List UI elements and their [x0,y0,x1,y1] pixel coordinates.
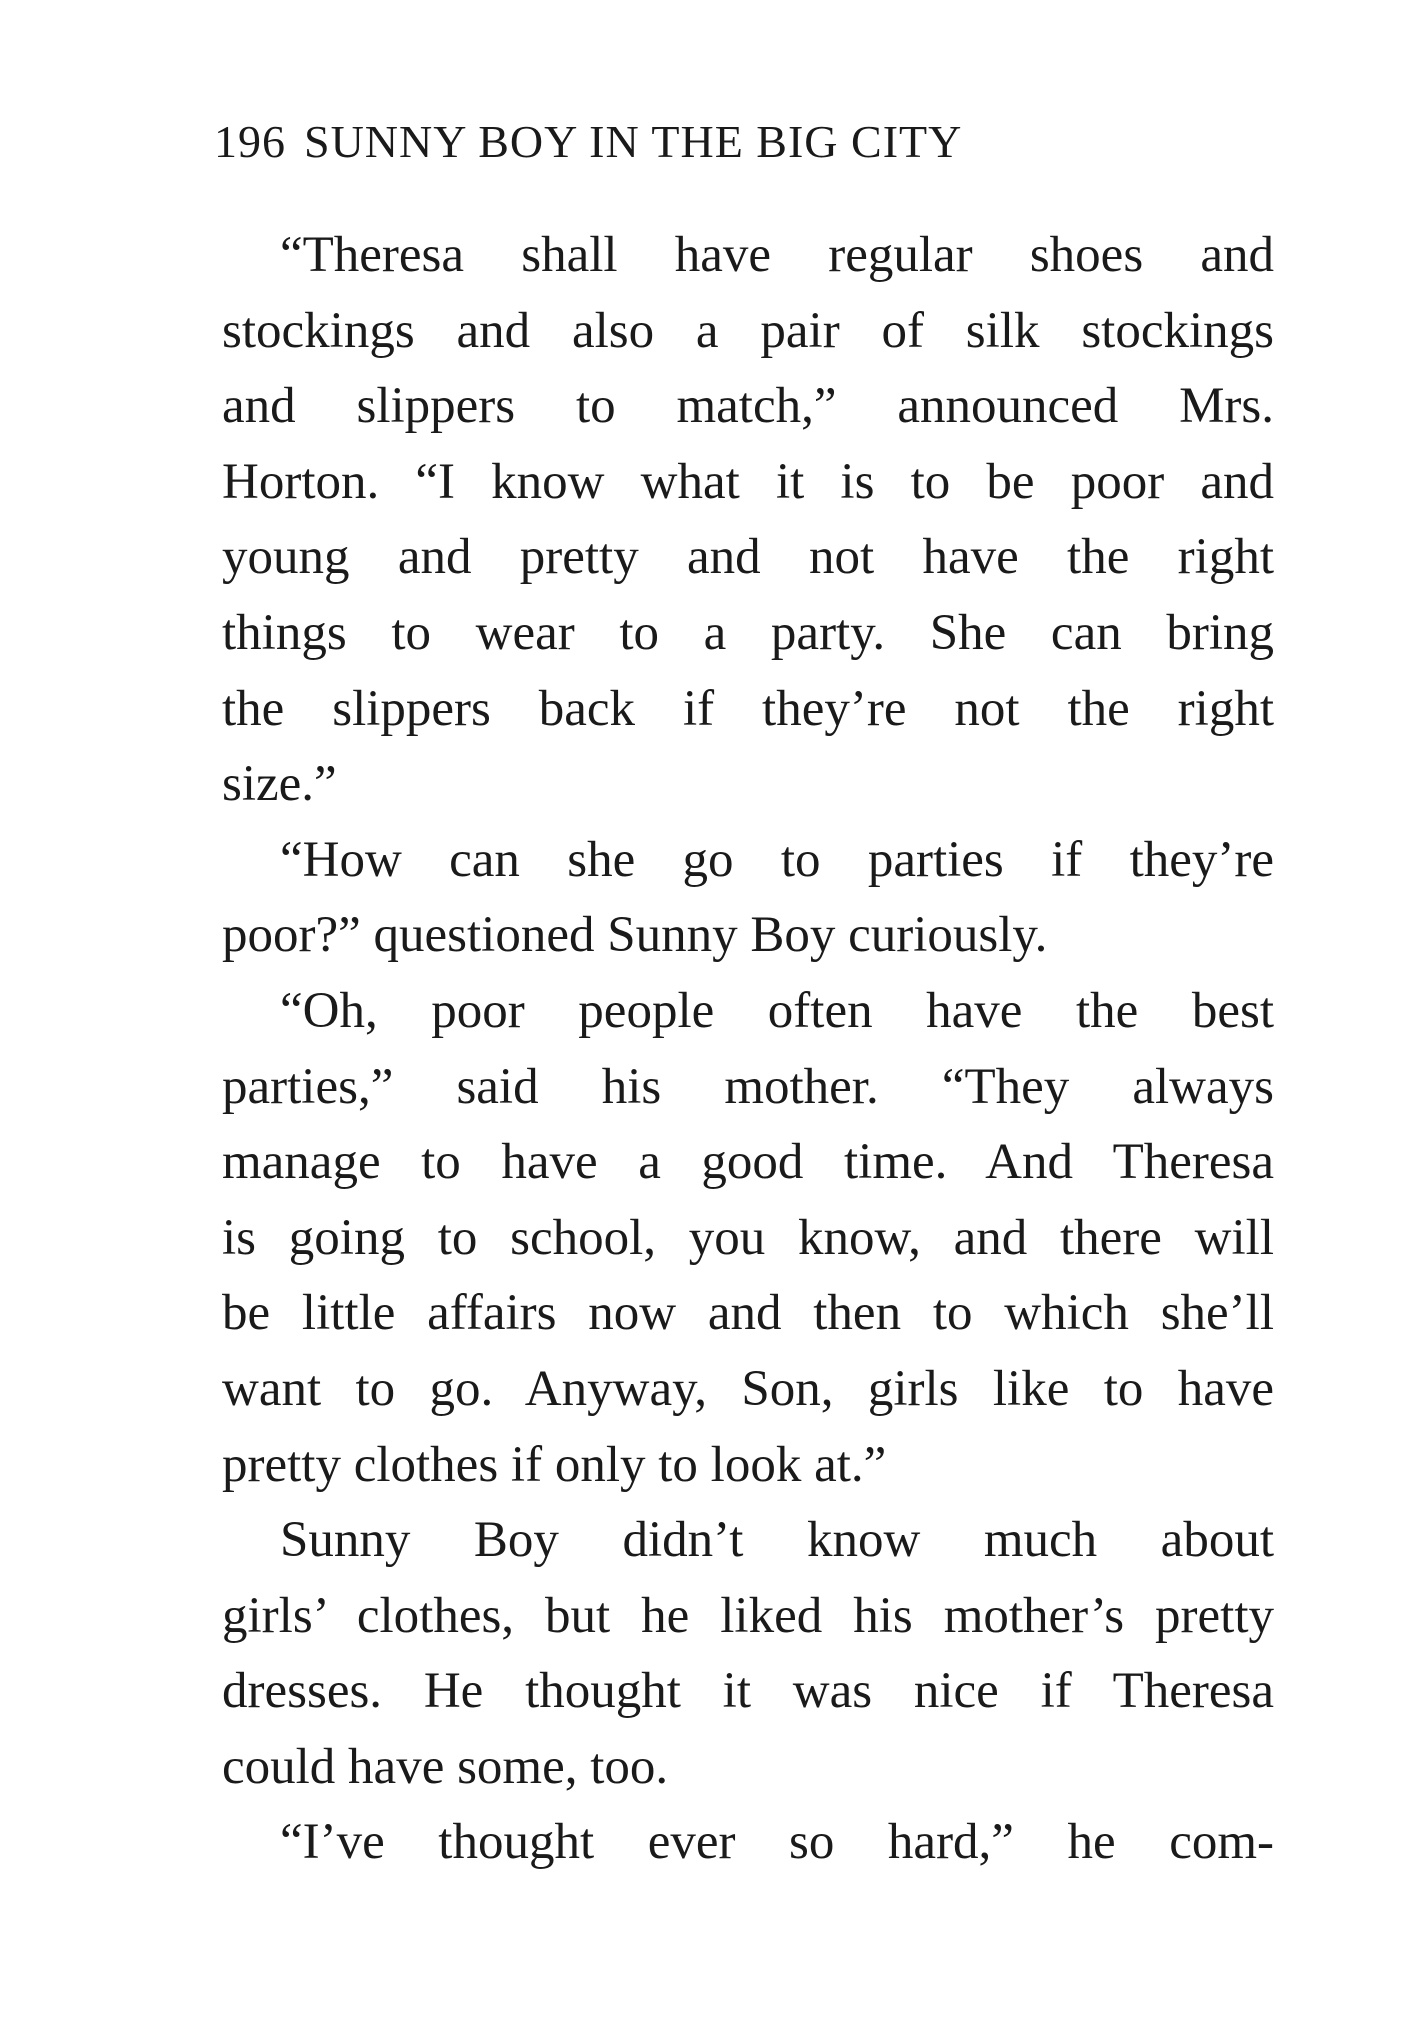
body-text [222,218,1274,1881]
text-line: “I’ve thought ever so hard,” he com- [280,1814,1274,1871]
text-line: dresses. He thought it was nice if Theresa [222,1663,1274,1720]
text-line: pretty clothes if only to look at.” [222,1436,887,1493]
text-line: Sunny Boy didn’t know much about [280,1512,1274,1569]
text-line: Horton. “I know what it is to be poor and [222,453,1274,510]
text-line: want to go. Anyway, Son, girls like to have [222,1360,1274,1417]
page-number: 196 [214,116,286,167]
text-line: parties,” said his mother. “They always [222,1058,1274,1115]
book-title: SUNNY BOY IN THE BIG CITY [304,116,963,167]
text-line: be little affairs now and then to which she’ll [222,1285,1274,1342]
text-line: “Oh, poor people often have the best [280,982,1274,1039]
text-line: poor?” questioned Sunny Boy curiously. [222,907,1048,964]
text-line: “Theresa shall have regular shoes and [280,227,1274,283]
text-line: could have some, too. [222,1738,669,1795]
text-line: stockings and also a pair of silk stockings [222,302,1274,359]
text-line: manage to have a good time. And Theresa [222,1134,1274,1191]
text-line: young and pretty and not have the right [222,529,1274,586]
text-line: is going to school, you know, and there will [222,1209,1274,1266]
text-line: the slippers back if they’re not the right [222,680,1274,737]
running-head [214,112,1174,172]
text-line: size.” [222,756,337,813]
text-line: things to wear to a party. She can bring [222,604,1274,661]
text-line: “How can she go to parties if they’re [280,831,1274,888]
text-line: girls’ clothes, but he liked his mother’s pretty [222,1587,1274,1644]
text-line: and slippers to match,” announced Mrs. [222,378,1274,435]
